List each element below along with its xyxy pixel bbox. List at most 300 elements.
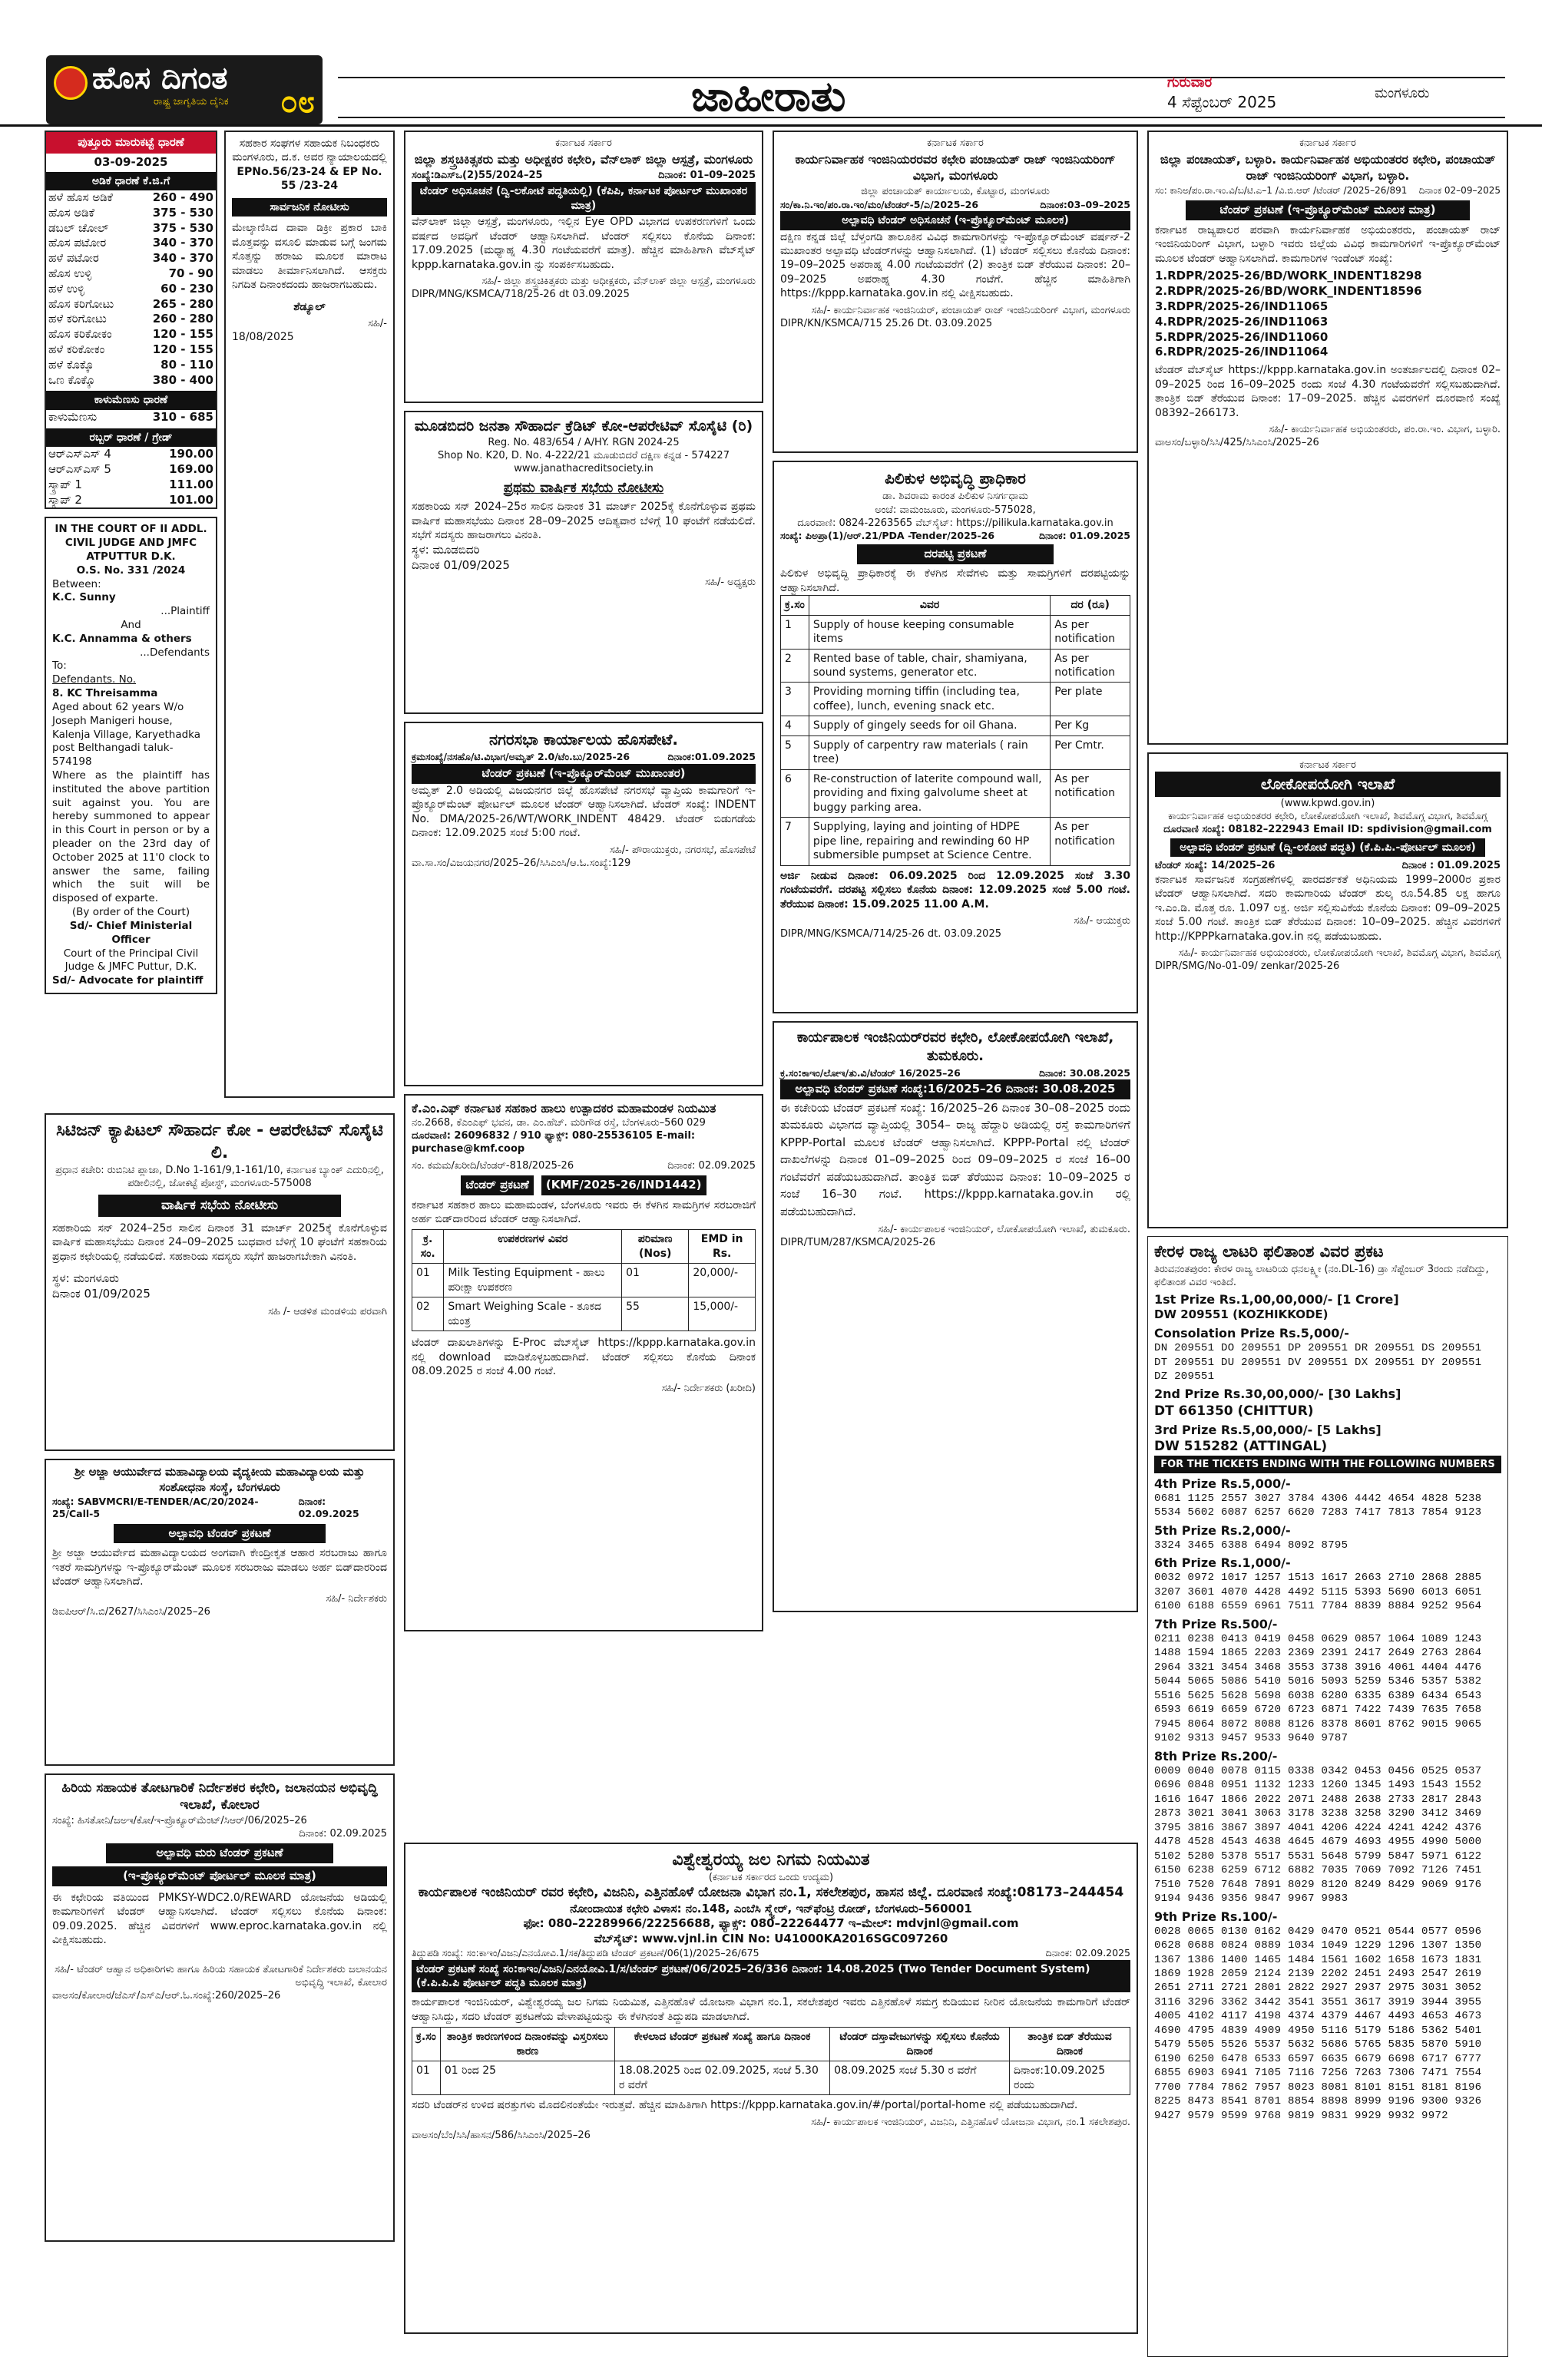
pilikula-item: Supply of carpentry raw materials ( rain tree): [809, 735, 1050, 769]
column-1-lower: [45, 1113, 395, 2249]
kmf-addr: ನಂ.2668, ಕೆಎಂಎಫ್ ಭವನ, ಡಾ. ಎಂ.ಹೆಚ್. ಮರಿಗೌಡ ರಸ್ತೆ, ಬೆಂಗಳೂರು–560 029: [412, 1117, 706, 1129]
pilikula-rate: Per Cmtr.: [1051, 735, 1130, 769]
kmf-notice-title: ಟೆಂಡರ್ ಪ್ರಕಟಣೆ: [461, 1175, 533, 1195]
lottery-prize-label: 9th Prize Rs.100/-: [1154, 1909, 1278, 1924]
table-row: [781, 615, 1130, 649]
ballari-gov: ಕರ್ನಾಟಕ ಸರ್ಕಾರ: [1299, 137, 1356, 149]
market-item-value: 380 - 400: [152, 372, 213, 387]
pilikula-col-header: ದರ (ರೂ): [1051, 596, 1130, 615]
rubber-value: 190.00: [169, 447, 213, 461]
vjnl-cell: 01: [412, 2061, 441, 2095]
market-date: 03-09-2025: [94, 154, 168, 169]
table-row: [781, 735, 1130, 769]
market-item-value: 260 - 280: [152, 312, 213, 326]
pepper-name: ಕಾಳುಮೆಣಸು: [48, 409, 98, 424]
pwd-ref: ಟೆಂಡರ್ ಸಂಖ್ಯೆ: 14/2025–26: [1155, 860, 1276, 872]
lottery-second-no: DT 661350 (CHITTUR): [1154, 1403, 1314, 1419]
court-case: O.S. No. 331 /2024: [76, 564, 186, 577]
kmf-qty: 01: [622, 1264, 689, 1297]
court-title: IN THE COURT OF II ADDL. CIVIL JUDGE AND JMFC ATPUTTUR D.K.: [55, 523, 207, 563]
vjnl-table: [412, 2027, 1130, 2095]
market-item-value: 265 - 280: [152, 296, 213, 311]
column-2: [404, 131, 763, 1639]
kmf-date: ದಿನಾಂಕ: 02.09.2025: [667, 1159, 756, 1172]
moodbidri-reg: Reg. No. 483/654 / A/HY. RGN 2024-25: [488, 437, 680, 449]
market-row: [46, 251, 216, 266]
market-row: [46, 221, 216, 236]
kmf-qty: 55: [622, 1297, 689, 1331]
coop-head: ಸಹಕಾರ ಸಂಘಗಳ ಸಹಾಯಕ ನಿಬಂಧಕರು ಮಂಗಳೂರು, ದ.ಕ. ಅವರ ನ್ಯಾಯಾಲಯದಲ್ಲಿ: [232, 137, 387, 164]
pilikula-notice: [773, 461, 1138, 1013]
coop-eps: EPNo.56/23-24 & EP No. 55 /23-24: [237, 165, 382, 193]
court-sign2: Court of the Principal Civil Judge & JMFC Puttur, D.K.: [63, 947, 199, 973]
pilikula-rate: Per plate: [1051, 683, 1130, 716]
tumakuru-date: ದಿನಾಂಕ: 30.08.2025: [1038, 1066, 1130, 1079]
column-1: [45, 131, 217, 1002]
pilikula-body: ಪಿಲಿಕುಳ ಅಭಿವೃದ್ಧಿ ಪ್ರಾಧಿಕಾರಕ್ಕೆ ಈ ಕೆಳಗಿನ ಸೇವೆಗಳು ಮತ್ತು ಸಾಮಗ್ರಿಗಳಿಗೆ ದರಪಟ್ಟಿಯನ್ನು ಆಹ್ವಾನಿಸಲಾಗಿದೆ.: [780, 567, 1130, 594]
rubber-value: 111.00: [169, 477, 213, 491]
city: ಮಂಗಳೂರು: [1375, 85, 1430, 101]
pilikula-notice-title: ದರಪಟ್ಟಿ ಪ್ರಕಟಣೆ: [857, 544, 1054, 564]
market-row: [46, 297, 216, 312]
vjnl-sign: ಸಹಿ/- ಕಾರ್ಯಪಾಲಕ ಇಂಜಿನಿಯರ್, ವಿಜನಿನಿ, ಎತ್ತಿನಹೊಳೆ ಯೋಜನಾ ವಿಭಾಗ, ನಂ.1 ಸಕಲೇಶಪುರ.: [811, 2116, 1130, 2128]
kottur-foot: DIPR/KN/KSMCA/715 25.26 Dt. 03.09.2025: [780, 318, 993, 329]
table-row: [781, 818, 1130, 865]
citizen-sign: ಸಹಿ /- ಆಡಳಿತ ಮಂಡಳಿಯ ಪರವಾಗಿ: [268, 1305, 387, 1317]
ayur-foot: ಡಿಐಪಿಆರ್/ಸಿ.ಬಿ/2627/ಸಿಸಿಎಂಸಿ/2025–26: [52, 1605, 210, 1618]
vjnl-web: ವೆಬ್‌ಸೈಟ್: www.vjnl.in CIN No: U41000KA2016SGC097260: [594, 1932, 948, 1946]
lottery-first-no: DW 209551 (KOZHIKKODE): [1154, 1307, 1329, 1322]
vjnl-cell: ಕ್ರ.ಸಂ: [412, 2028, 441, 2061]
kmf-notice: [404, 1094, 763, 1631]
market-item-name: ಡಬಲ್ ಚೋಲ್: [48, 220, 109, 235]
pilikula-sl: 2: [781, 649, 809, 683]
pilikula-rate: As per notification: [1051, 649, 1130, 683]
coop-date: 18/08/2025: [232, 331, 294, 344]
market-row: [46, 236, 216, 251]
market-item-name: ಹೊಸ ಕರಿಗೋಟು: [48, 296, 114, 311]
pilikula-sl: 4: [781, 716, 809, 735]
lottery-endings: FOR THE TICKETS ENDING WITH THE FOLLOWING NUMBERS: [1154, 1456, 1501, 1473]
ballari-indents: [1155, 269, 1501, 360]
lottery-cons: Consolation Prize Rs.5,000/-: [1154, 1325, 1349, 1340]
kolar-date: ದಿನಾಂಕ: 02.09.2025: [299, 1828, 387, 1840]
vjnl-cell: ತಾಂತ್ರಿಕ ಕಾರಣಗಳಿಂದ ದಿನಾಂಕವನ್ನು ವಿಸ್ತರಿಸಲು ಕಾರಣ: [440, 2028, 614, 2061]
vjnl-sub: (ಕರ್ನಾಟಕ ಸರ್ಕಾರದ ಒಂದು ಉದ್ಯಮ): [708, 1872, 834, 1884]
ballari-indent-item: 4.RDPR/2025-26/IND11063: [1155, 314, 1329, 329]
ballari-body: ಕರ್ನಾಟಕ ರಾಜ್ಯಪಾಲರ ಪರವಾಗಿ ಕಾರ್ಯನಿರ್ವಾಹಕ ಅಭಿಯಂತರರು, ಪಂಚಾಯತ್ ರಾಜ್ ಇಂಜಿನಿಯರಿಂಗ್ ವಿಭಾಗ, ಬಳ್ಳಾರಿ ಇವರು ಜಿಲ್ಲೆಯ ವಿವಿಧ ಕಾಮಗಾರಿಗಳಿಗೆ ಇ-ಪ್ರೊಕ್ಯೂರ್‌ಮೆಂಟ್ ಮೂಲಕ ಟೆಂಡರ್ ಆಹ್ವಾನಿಸಲಾಗಿದೆ. ಕಾಮಗಾರಿಗಳ ಇಂಡೆಂಟ್ ಸಂಖ್ಯೆ:: [1155, 224, 1501, 265]
market-item-name: ಹೊಸ ಕರಿಕೋಕಂ: [48, 327, 112, 342]
paper-logo: [46, 55, 323, 124]
vjnl-phone: ಫೋ: 080–22289966/22256688, ಫ್ಯಾಕ್ಸ್: 080–22264477 ಇ–ಮೇಲ್: mdvjnl@gmail.com: [523, 1916, 1019, 1931]
lottery-prize-numbers: 0009 0040 0078 0115 0338 0342 0453 0456 0525 0537 0696 0848 0951 1132 1233 1260 1345 1493 1543 1552 1616 1647 1866 2022 2071 2488 2638 2733 2817 2843 2873 3021 3041 3063 3178 3238 3258 3290 3412 3469 3795 3816 3867 3897 4041 4206 4224 4241 4242 4376 4478 4528 4543 4638 4645 4679 4693 4955 4990 5000 5102 5280 5378 5517 5531 5648 5799 5847 5971 6122 6150 6238 6259 6712 6882 7035 7069 7092 7126 7451 7510 7520 7648 7891 8029 8120 8249 8429 9069 9176 9194 9436 9356 9847 9967 9983: [1154, 1764, 1482, 1906]
market-row: [46, 373, 216, 388]
kmf-emd: 20,000/-: [689, 1264, 756, 1297]
citizen-addr: ಪ್ರಧಾನ ಕಚೇರಿ: ರುಬಿನಿಟಿ ಪ್ಲಾಜಾ, D.No 1-161/9,1-161/10, ಕರ್ನಾಟಕ ಬ್ಯಾಂಕ್ ಎದುರಿನಲ್ಲಿ, ಪಡೀಲಿನಲ್ಲಿ, ಜೋಕಟ್ಟೆ ಪೋಸ್ಟ್, ಮಂಗಳೂರು-575008: [55, 1165, 384, 1190]
pwd-body: ಕರ್ನಾಟಕ ಸಾರ್ವಜನಿಕ ಸಂಗ್ರಹಣೆಗಳಲ್ಲಿ ಪಾರದರ್ಶಕತೆ ಅಧಿನಿಯಮ 1999–2000ರ ಪ್ರಕಾರ ಟೆಂಡರ್ ಆಹ್ವಾನಿಸಲಾಗಿದೆ. ಸದರಿ ಕಾಮಗಾರಿಯ ಟೆಂಡರ್ ಶುಲ್ಕ ರೂ.54.85 ಲಕ್ಷ ಹಾಗೂ ಇ.ಎಂ.ಡಿ. ಮೊತ್ತ ರೂ. 1.097 ಲಕ್ಷ. ಅರ್ಜಿ ಸಲ್ಲಿಸುವಿಕೆಯ ಕೊನೆಯ ದಿನಾಂಕ: 09–09–2025 ಸಂಜೆ 5.00 ಗಂಟೆ. ತಾಂತ್ರಿಕ ಬಿಡ್ ತೆರೆಯುವ ದಿನಾಂಕ: 10–09–2025. ಹೆಚ್ಚಿನ ವಿವರಗಳಿಗೆ http://KPPPkarnataka.gov.in ನಲ್ಲಿ ಪಡೆಯಬಹುದು.: [1155, 873, 1501, 943]
lottery-second: 2nd Prize Rs.30,00,000/- [30 Lakhs]: [1154, 1387, 1401, 1402]
pilikula-sub: ಡಾ. ಶಿವರಾಮ ಕಾರಂತ ಪಿಲಿಕುಳ ನಿಸರ್ಗಧಾಮ: [882, 491, 1028, 503]
ballari-indent-item: 3.RDPR/2025-26/IND11065: [1155, 299, 1329, 313]
tumakuru-notice-title: ಅಲ್ಪಾವಧಿ ಟೆಂಡರ್ ಪ್ರಕಟಣೆ ಸಂಖ್ಯೆ:16/2025–26 ದಿನಾಂಕ: 30.08.2025: [780, 1079, 1130, 1099]
rubber-row: [46, 447, 216, 462]
vjnl-notice-title: ಟೆಂಡರ್ ಪ್ರಕಟಣೆ ಸಂಖ್ಯೆ ಸಂ:ಕಾಇಂ/ವಿಜನಿ/ಎನಯೋವಿ.1/ಸ/ಟೆಂಡರ್ ಪ್ರಕಟಣೆ/06/2025–26/336 ದಿನಾಂಕ: 14.08.2025 (Two Tender Document System) (ಕೆ.ಪಿ.ಪಿ.ಪಿ ಪೋರ್ಟಲ್ ಪದ್ಧತಿ ಮೂಲಕ ಮಾತ್ರ): [412, 1960, 1130, 1993]
table-row: [412, 2028, 1130, 2061]
kmf-ref: ಸಂ. ಕಮಮ/ಖರೀದಿ/ಟೆಂಡರ್-818/2025-26: [412, 1159, 574, 1172]
pilikula-sl: 3: [781, 683, 809, 716]
pilikula-date: ದಿನಾಂಕ: 01.09.2025: [1038, 529, 1130, 541]
masthead-rule: [338, 77, 1505, 118]
kmf-body: ಕರ್ನಾಟಕ ಸಹಕಾರ ಹಾಲು ಮಹಾಮಂಡಳ, ಬೆಂಗಳೂರು ಇವರು ಈ ಕೆಳಗಿನ ಸಾಮಗ್ರಿಗಳ ಸರಬರಾಜಿಗೆ ಅರ್ಹ ಬಿಡ್‌ದಾರರಿಂದ ಟೆಂಡರ್ ಆಹ್ವಾನಿಸಲಾಗಿದೆ.: [412, 1198, 756, 1225]
citizen-place: ಸ್ಥಳ: ಮಂಗಳೂರು: [52, 1271, 119, 1286]
pwd-notice-title: ಅಲ್ಪಾವಧಿ ಟೆಂಡರ್ ಪ್ರಕಟಣೆ (ದ್ವಿ-ಲಕೋಟೆ ಪದ್ಧತಿ) (ಕೆ.ಪಿ.ಪಿ.-ಪೋರ್ಟಲ್ ಮೂಲಕ): [1170, 838, 1485, 857]
kottur-sub: ಜಿಲ್ಲಾ ಪಂಚಾಯತ್ ಕಾರ್ಯಾಲಯ, ಕೊಟ್ಟಾರ, ಮಂಗಳೂರು: [861, 186, 1050, 198]
coop-title: ಸಾರ್ವಜನಿಕ ನೋಟೀಸು: [232, 198, 387, 217]
market-item-value: 120 - 155: [152, 342, 213, 357]
market-item-value: 375 - 530: [152, 220, 213, 235]
kmf-col-header: ಉಪಕರಣಗಳ ವಿವರ: [444, 1230, 622, 1264]
pilikula-col-header: ಕ್ರ.ಸಂ: [781, 596, 809, 615]
lottery-sub: ತಿರುವನಂತಪುರಂ: ಕೇರಳ ರಾಜ್ಯ ಲಾಟರಿಯ ಧನಲಕ್ಷ್ಮೀ (ನಂ.DL-16) ಡ್ರಾ ಸೆಪ್ಟೆಂಬರ್ 3ರಂದು ನಡೆದಿದ್ದು, ಫಲಿತಾಂಶ ವಿವರ ಇಂತಿದೆ.: [1154, 1263, 1489, 1288]
moodbidri-date: ದಿನಾಂಕ 01/09/2025: [412, 557, 510, 572]
vjnl-body: ಕಾರ್ಯಪಾಲಕ ಇಂಜಿನಿಯರ್, ವಿಶ್ವೇಶ್ವರಯ್ಯ ಜಲ ನಿಗಮ ನಿಯಮಿತ, ಎತ್ತಿನಹೊಳೆ ಯೋಜನಾ ವಿಭಾಗ ನಂ.1, ಸಕಲೇಶಪುರ ಇವರು ಎತ್ತಿನಹೊಳೆ ಸಮಗ್ರ ಕುಡಿಯುವ ನೀರಿನ ಯೋಜನೆಯ ಕಾಮಗಾರಿಗೆ ಟೆಂಡರ್ ಆಹ್ವಾನಿಸಿದ್ದು, ಸದರಿ ಟೆಂಡರ್ ಪ್ರಕಟಣೆಯ ವೇಳಾಪಟ್ಟಿಯನ್ನು ಈ ಕೆಳಗಿನಂತೆ ತಿದ್ದುಪಡಿ ಮಾಡಲಾಗಿದೆ.: [412, 1996, 1130, 2023]
citizen-body: ಸಹಕಾರಿಯ ಸನ್ 2024–25ರ ಸಾಲಿನ ದಿನಾಂಕ 31 ಮಾರ್ಚ್ 2025ಕ್ಕೆ ಕೊನೆಗೊಳ್ಳುವ ವಾರ್ಷಿಕ ಮಹಾಸಭೆಯು ದಿನಾಂಕ 24–09–2025 ಬುಧವಾರ ಬೆಳಿಗ್ಗೆ 10 ಘಂಟೆಗೆ ಸಹಕಾರಿಯ ಪ್ರಧಾನ ಕಛೇರಿಯಲ್ಲಿ ನಡೆಯಲಿದೆ. ಸಹಕಾರಿಯ ಸದಸ್ಯರು ಸಭೆಗೆ ಹಾಜರಾಗಬೇಕಾಗಿ ವಿನಂತಿ.: [52, 1221, 387, 1263]
pepper-title: ಕಾಳುಮೆಣಸು ಧಾರಣೆ: [46, 391, 216, 409]
pilikula-addr: ಅಂಚೆ: ವಾಮಂಜೂರು, ಮಂಗಳೂರು-575028,: [875, 504, 1036, 516]
lottery-third-no: DW 515282 (ATTINGAL): [1154, 1439, 1328, 1455]
pilikula-rate: Per Kg: [1051, 716, 1130, 735]
ayur-ref: ಸಂಖ್ಯೆ: SABVMCRI/E-TENDER/AC/20/2024-25/Call-5: [52, 1495, 259, 1520]
hosapete-foot: ವಾ.ಸಾ.ಸಂ/ವಿಜಯನಗರ/2025–26/ಸಿಸಿಎಂಸಿ/ಆ.ಓ.ಸಂಖ್ಯೆ:129: [412, 857, 631, 869]
pepper-value: 310 - 685: [152, 409, 213, 424]
kolar-sign: ಸಹಿ/- ಟೆಂಡರ್ ಆಹ್ವಾನ ಅಧಿಕಾರಿಗಳು ಹಾಗೂ ಹಿರಿಯ ಸಹಾಯಕ ತೋಟಗಾರಿಕೆ ನಿರ್ದೇಶಕರು ಜಲಾನಯನ ಅಭಿವೃದ್ಧಿ ಇಲಾಖೆ, ಕೋಲಾರ: [55, 1963, 387, 1988]
tumakuru-notice: [773, 1021, 1138, 1612]
moodbidri-addr: Shop No. K20, D. No. 4-222/21 ಮೂಡುಬಿದರೆ ದಕ್ಷಿಣ ಕನ್ನಡ - 574227: [438, 450, 730, 462]
kmf-sl: 02: [412, 1297, 444, 1331]
masthead: [0, 0, 1542, 127]
court-def-details: Aged about 62 years W/o Joseph Manigeri house, Kalenja Village, Karyethadka post Belthangadi taluk-574198: [52, 700, 201, 769]
market-table: [46, 190, 216, 388]
column-1b: [224, 131, 395, 1106]
wenlock-foot: DIPR/MNG/KSMCA/718/25-26 dt 03.09.2025: [412, 289, 630, 301]
pilikula-item: Supplying, laying and jointing of HDPE pipe line, repairing and rewinding 60 HP submersible pumpset at Science Centre.: [809, 818, 1050, 865]
wenlock-notice-title: ಟೆಂಡರ್ ಅಧಿಸೂಚನೆ (ದ್ವಿ-ಲಕೋಟೆ ಪದ್ಧತಿಯಲ್ಲಿ) (ಕೆಪಿಪಿ, ಕರ್ನಾಟಕ ಪೋರ್ಟಲ್ ಮುಖಾಂತರ ಮಾತ್ರ): [412, 182, 756, 215]
lottery-prize-numbers: 0028 0065 0130 0162 0429 0470 0521 0544 0577 0596 0628 0688 0824 0889 1034 1049 1229 1296 1307 1350 1367 1386 1400 1465 1484 1561 1602 1658 1673 1831 1869 1928 2059 2124 2139 2202 2451 2493 2547 2619 2651 2711 2721 2801 2822 2927 2937 2975 3031 3052 3116 3296 3362 3442 3541 3551 3617 3919 3944 3955 4005 4102 4117 4198 4374 4379 4467 4493 4653 4673 4690 4795 4839 4909 4950 5116 5179 5186 5362 5401 5479 5505 5526 5537 5632 5686 5765 5835 5870 5910 6190 6250 6478 6533 6597 6635 6679 6698 6717 6777 6855 6903 6941 7105 7116 7256 7263 7306 7471 7554 7700 7784 7862 7957 8023 8081 8101 8151 8181 8196 8225 8473 8541 8701 8854 8898 8999 9196 9300 9326 9427 9579 9599 9768 9819 9831 9929 9932 9972: [1154, 1925, 1482, 2122]
vjnl-reg-office: ನೋಂದಾಯಿತ ಕಛೇರಿ ವಿಳಾಸ: ನಂ.148, ಎಂಬೆಸಿ ಸ್ಕ್ವೇರ್, ಇನ್‌ಫೆಂಟ್ರಿ ರೋಡ್, ಬೆಂಗಳೂರು–560001: [570, 1901, 972, 1916]
pilikula-sl: 5: [781, 735, 809, 769]
court-defendant-role: ...Defendants: [140, 646, 210, 659]
market-item-name: ಹಳೆ ಉಳ್ಳಿ: [48, 281, 84, 296]
lottery-prize-numbers: 0032 0972 1017 1257 1513 1617 2663 2710 2868 2885 3207 3601 4070 4428 4492 5115 5393 5690 6013 6051 6100 6188 6559 6961 7511 7784 8839 8884 9252 9564: [1154, 1572, 1482, 1613]
citizen-notice: [45, 1113, 395, 1451]
pwd-sub: ಕಾರ್ಯನಿರ್ವಾಹಕ ಅಭಿಯಂತರರ ಕಛೇರಿ, ಲೋಕೋಪಯೋಗಿ ಇಲಾಖೆ, ಶಿವಮೊಗ್ಗ ವಿಭಾಗ, ಶಿವಮೊಗ್ಗ: [1168, 810, 1487, 822]
lottery-prize-label: 4th Prize Rs.5,000/-: [1154, 1476, 1291, 1491]
date-block: [1167, 74, 1276, 112]
ballari-indent-item: 2.RDPR/2025-26/BD/WORK_INDENT18596: [1155, 284, 1422, 299]
court-order: (By order of the Court): [71, 906, 190, 919]
court-def-name: 8. KC Threisamma: [52, 687, 158, 700]
court-body: Where as the plaintiff has instituted the above partition suit against you. You are hereby summoned to appear in this Court in person or by a pleader on the 23rd day of October 2025 at 11'0 clock to answer the same, failing which the suit will be disposed of exparte.: [52, 769, 210, 905]
vjnl-foot: ವಾಅಸಂ/ಬೆಂ/ಸಿಸಿ/ಹಾಸನ/586/ಸಿಸಿಎಂಸಿ/2025–26: [412, 2129, 591, 2141]
kolar-ref: ಸಂಖ್ಯೆ: ಹಿಸತೋನಿ/ಜಅಇ/ಕೋ/ಇ-ಪ್ರೊಕ್ಯೂರ್‌ಮೆಂಟ್/ಸಿಆರ್/06/2025–26: [52, 1814, 307, 1826]
table-row: [412, 1297, 756, 1331]
pilikula-phone: ದೂರವಾಣಿ: 0824-2263565 ವೆಬ್‌ಸೈಟ್: https://pilikula.karnataka.gov.in: [797, 517, 1113, 529]
kmf-body2: ಟೆಂಡರ್ ದಾಖಲಾತಿಗಳನ್ನು E-Proc ವೆಬ್‌ಸೈಟ್ https://kppp.karnataka.gov.in ನಲ್ಲಿ download ಮಾಡಿಕೊಳ್ಳಬಹುದಾಗಿದೆ. ಟೆಂಡರ್ ಸಲ್ಲಿಸಲು ಕೊನೆಯ ದಿನಾಂಕ 08.09.2025 ರ ಸಂಜೆ 4.00 ಗಂಟೆ.: [412, 1337, 756, 1378]
market-item-value: 120 - 155: [152, 327, 213, 342]
coop-schedule: ಶೆಡ್ಯೂಲ್: [293, 300, 326, 313]
pilikula-col-header: ವಿವರ: [809, 596, 1050, 615]
court-notice: [45, 517, 217, 994]
rubber-row: [46, 478, 216, 493]
rubber-grade: ಆರ್‌ಎಸ್‌ಎಸ್ 4: [48, 447, 111, 461]
lottery-prize-label: 8th Prize Rs.200/-: [1154, 1748, 1278, 1764]
market-item-name: ಹಳೆ ಕರಿಕೋಕಂ: [48, 342, 105, 357]
court-between: Between:: [52, 577, 101, 590]
market-item-value: 340 - 370: [152, 251, 213, 266]
wenlock-title: ಜಿಲ್ಲಾ ಶಸ್ತ್ರಚಿಕಿತ್ಸಕರು ಮತ್ತು ಅಧೀಕ್ಷಕರ ಕಛೇರಿ, ವೆನ್‌ಲಾಕ್ ಜಿಲ್ಲಾ ಆಸ್ಪತ್ರೆ, ಮಂಗಳೂರು: [414, 152, 753, 167]
vjnl-title: ವಿಶ್ವೇಶ್ವರಯ್ಯ ಜಲ ನಿಗಮ ನಿಯಮಿತ: [672, 1850, 870, 1869]
pilikula-table: [780, 595, 1130, 866]
pwd-sign: ಸಹಿ/- ಕಾರ್ಯನಿರ್ವಾಹಕ ಅಭಿಯಂತರರು, ಲೋಕೋಪಯೋಗಿ ಇಲಾಖೆ, ಶಿವಮೊಗ್ಗ ವಿಭಾಗ, ಶಿವಮೊಗ್ಗ: [1178, 947, 1501, 959]
hosapete-title: ನಗರಸಭಾ ಕಾರ್ಯಾಲಯ ಹೊಸಪೇಟೆ.: [489, 730, 678, 749]
pilikula-sign: ಸಹಿ/- ಆಯುಕ್ತರು: [1074, 915, 1130, 927]
ballari-sign: ಸಹಿ/- ಕಾರ್ಯನಿರ್ವಾಹಕ ಅಭಿಯಂತರರು, ಪಂ.ರಾ.ಇಂ. ವಿಭಾಗ, ಬಳ್ಳಾರಿ.: [1269, 424, 1501, 436]
hosapete-date: ದಿನಾಂಕ:01.09.2025: [667, 751, 756, 763]
market-row: [46, 206, 216, 221]
paper-name: ಹೊಸ ದಿಗಂತ: [92, 60, 228, 96]
court-to: To:: [52, 659, 67, 673]
market-row: [46, 312, 216, 327]
tumakuru-body: ಈ ಕಚೇರಿಯ ಟೆಂಡರ್ ಪ್ರಕಟಣೆ ಸಂಖ್ಯೆ: 16/2025–26 ದಿನಾಂಕ 30–08–2025 ರಂದು ತುಮಕೂರು ವಿಭಾಗದ ವ್ಯಾಪ್ತಿಯಲ್ಲಿ 3054– ರಾಜ್ಯ ಹೆದ್ದಾರಿ ಅಡಿಯಲ್ಲಿ ರಸ್ತೆ ಕಾಮಗಾರಿಗಳಿಗೆ KPPP-Portal ಮೂಲಕ ಟೆಂಡರ್ ಆಹ್ವಾನಿಸಲಾಗಿದೆ. KPPP-Portal ನಲ್ಲಿ ಟೆಂಡರ್ ದಾಖಲೆಗಳನ್ನು ದಿನಾಂಕ 01–09–2025 ರಿಂದ 09–09–2025 ರ ಸಂಜೆ 16–00 ಗಂಟೆವರೆಗೆ ಪಡೆಯಬಹುದಾಗಿದೆ. ತಾಂತ್ರಿಕ ಬಿಡ್ ತೆರೆಯುವ ದಿನಾಂಕ: 10–09–2025 ರ ಸಂಜೆ 16–30 ಗಂಟೆ. https://kppp.karnataka.gov.in ರಲ್ಲಿ ಪಡೆಯಬಹುದಾಗಿದೆ.: [780, 1100, 1130, 1218]
lottery-third: 3rd Prize Rs.5,00,000/- [5 Lakhs]: [1154, 1423, 1382, 1437]
moodbidri-notice: [404, 411, 763, 714]
kottur-ref: ಸಂ/ಕಾ.ನಿ.ಇಂ/ಪಂ.ರಾ.ಇಂ/ಮಂ/ಟೆಂಡರ್-5/ಎ/2025–26: [780, 198, 979, 210]
kottur-date: ದಿನಾಂಕ:03–09–2025: [1040, 198, 1130, 210]
market-row: [46, 358, 216, 373]
kottur-notice: [773, 131, 1138, 453]
rubber-grade: ಸ್ಕ್ರಾಪ್ 1: [48, 477, 82, 491]
table-row: [781, 769, 1130, 817]
ayur-body: ಶ್ರೀ ಅಜ್ಜಾ ಆಯುರ್ವೇದ ಮಹಾವಿದ್ಯಾಲಯದ ಅಂಗವಾಗಿ ಕೇಂದ್ರೀಕೃತ ಆಹಾರ ಸರಬರಾಜು ಹಾಗೂ ಇತರೆ ಸಾಮಗ್ರಿಗಳನ್ನು ಇ-ಪ್ರೊಕ್ಯೂರ್‌ಮೆಂಟ್ ಮೂಲಕ ಸರಬರಾಜು ಮಾಡಲು ಅರ್ಹ ಬಿಡ್‌ದಾರರಿಂದ ಟೆಂಡರ್ ಆಹ್ವಾನಿಸಲಾಗಿದೆ.: [52, 1547, 387, 1588]
pilikula-rate: As per notification: [1051, 769, 1130, 817]
kolar-notice: [45, 1773, 395, 2242]
vjnl-notice: [404, 1843, 1138, 2334]
kmf-col-header: ಪರಿಮಾಣ (Nos): [622, 1230, 689, 1264]
pilikula-item: Providing morning tiffin (including tea, coffee), lunch, evening snack etc.: [809, 683, 1050, 716]
wenlock-notice: [404, 131, 763, 403]
vjnl-ref: ತಿದ್ದುಪಡಿ ಸಂಖ್ಯೆ: ಸಂ:ಕಾಇಂ/ವಿಜನಿ/ಎನಯೋವಿ.1/ಸಕ/ತಿದ್ದುಪಡಿ ಟೆಂಡರ್ ಪ್ರಕಟಣೆ/06(1)/2025–26/675: [412, 1947, 759, 1959]
rubber-grade: ಸ್ಕ್ರಾಪ್ 2: [48, 492, 82, 507]
rubber-value: 101.00: [169, 492, 213, 507]
lottery-prize-numbers: 0211 0238 0413 0419 0458 0629 0857 1064 1089 1243 1488 1594 1865 2203 2369 2391 2417 2649 2763 2864 2964 3321 3454 3468 3553 3738 3916 4061 4404 4476 5044 5065 5086 5410 5016 5093 5259 5346 5357 5382 5516 5625 5628 5698 6038 6280 6335 6389 6434 6543 6593 6619 6659 6720 6723 6871 7422 7439 7635 7658 7945 8064 8072 8088 8126 8378 8601 8762 9015 9065 9102 9313 9457 9533 9640 9787: [1154, 1632, 1482, 1745]
kmf-table: [412, 1229, 756, 1331]
ballari-date: ದಿನಾಂಕ 02–09–2025: [1418, 185, 1501, 197]
market-item-value: 60 - 230: [160, 281, 213, 296]
kottur-body: ದಕ್ಷಿಣ ಕನ್ನಡ ಜಿಲ್ಲೆ ಬೆಳ್ತಂಗಡಿ ತಾಲೂಕಿನ ವಿವಿಧ ಕಾಮಗಾರಿಗಳನ್ನು ಇ-ಪ್ರೊಕ್ಯೂರ್‌ಮೆಂಟ್ ವರ್ಷನ್-2 ಮುಖಾಂತರ ಅಲ್ಪಾವಧಿ ಟೆಂಡರ್‌ಗಳನ್ನು ಆಹ್ವಾನಿಸಲಾಗಿದೆ. (1) ಟೆಂಡರ್ ಸಲ್ಲಿಸಲು ಕೊನೆಯ ದಿನಾಂಕ: 19–09–2025 ಅಪರಾಹ್ನ 4.00 ಗಂಟೆಯವರೆಗೆ (2) ತಾಂತ್ರಿಕ ಬಿಡ್ ತೆರೆಯುವ ದಿನಾಂಕ: 20–09–2025 ಅಪರಾಹ್ನ 4.30 ಗಂಟೆಗೆ. ಹೆಚ್ಚಿನ ಮಾಹಿತಿಗಾಗಿ https://kppp.karnataka.gov.in ನಲ್ಲಿ ವೀಕ್ಷಿಸಬಹುದು.: [780, 230, 1130, 300]
pwd-notice: [1147, 752, 1508, 1228]
pwd-foot: DIPR/SMG/No-01-09/ zenkar/2025-26: [1155, 960, 1340, 973]
vjnl-cell: 18.08.2025 ರಿಂದ 02.09.2025, ಸಂಜೆ 5.30 ರ ವರೆಗೆ: [614, 2061, 829, 2095]
market-item-name: ಹೊಸ ಪಟೋರ: [48, 236, 107, 250]
lottery-prize-numbers: 0681 1125 2557 3027 3784 4306 4442 4654 4828 5238 5534 5602 6087 6257 6620 7283 7417 7813 7854 9123: [1154, 1492, 1482, 1519]
ayur-notice-title: ಅಲ್ಪಾವಧಿ ಟೆಂಡರ್ ಪ್ರಕಟಣೆ: [114, 1524, 326, 1544]
kottur-title: ಕಾರ್ಯನಿರ್ವಾಹಕ ಇಂಜಿನಿಯರರವರ ಕಛೇರಿ ಪಂಚಾಯತ್ ರಾಜ್ ಇಂಜಿನಿಯರಿಂಗ್ ವಿಭಾಗ, ಮಂಗಳೂರು: [795, 152, 1116, 183]
rubber-value: 169.00: [169, 461, 213, 476]
market-item-name: ಹಳೆ ಹೊಸ ಅಡಿಕೆ: [48, 190, 113, 205]
court-and: And: [121, 619, 141, 632]
lottery-prizes: [1154, 1476, 1501, 2123]
moodbidri-notice-title: ಪ್ರಥಮ ವಾರ್ಷಿಕ ಸಭೆಯ ನೋಟೀಸು: [503, 479, 664, 496]
market-item-name: ಹೊಸ ಉಳ್ಳಿ: [48, 266, 92, 281]
wenlock-ref: ಸಂಖ್ಯೆ:ಡಿಎಸ್‌ಒ(2)55/2024–25: [412, 170, 543, 182]
vjnl-cell: 08.09.2025 ಸಂಜೆ 5.30 ರ ವರೆಗೆ: [830, 2061, 1010, 2095]
kmf-phone: ದೂರವಾಣಿ: 26096832 / 910 ಫ್ಯಾಕ್ಸ್: 080-25536105 E-mail: purchase@kmf.coop: [412, 1130, 696, 1155]
kottur-gov: ಕರ್ನಾಟಕ ಸರ್ಕಾರ: [927, 137, 984, 149]
vjnl-cell: ತಾಂತ್ರಿಕ ಬಿಡ್ ತೆರೆಯುವ ದಿನಾಂಕ: [1009, 2028, 1130, 2061]
pilikula-item: Supply of house keeping consumable items: [809, 615, 1050, 649]
market-subtitle: ಅಡಿಕೆ ಧಾರಣೆ ಕೆ.ಜಿ.ಗೆ: [46, 172, 216, 190]
vjnl-cell: ದಿನಾಂಕ:10.09.2025 ರಂದು: [1009, 2061, 1130, 2095]
coop-body: ಮೇಲ್ಕಾಣಿಸಿದ ದಾವಾ ಡಿಕ್ರೀ ಪ್ರಕಾರ ಬಾಕಿ ಮೊತ್ತವನ್ನು ವಸೂಲಿ ಮಾಡುವ ಬಗ್ಗೆ ಜಂಗಮ ಸೊತ್ತನ್ನು ಹರಾಜು ಮೂಲಕ ಮಾರಾಟ ಮಾಡಲು ತೀರ್ಮಾನಿಸಲಾಗಿದೆ. ಆಸಕ್ತರು ನಿಗದಿತ ದಿನಾಂಕದಂದು ಹಾಜರಾಗಬಹುದು.: [232, 222, 387, 292]
kmf-emd: 15,000/-: [689, 1297, 756, 1331]
moodbidri-body: ಸಹಕಾರಿಯ ಸನ್ 2024–25ರ ಸಾಲಿನ ದಿನಾಂಕ 31 ಮಾರ್ಚ್ 2025ಕ್ಕೆ ಕೊನೆಗೊಳ್ಳುವ ಪ್ರಥಮ ವಾರ್ಷಿಕ ಮಹಾಸಭೆಯು ದಿನಾಂಕ 28–09–2025 ಆದಿತ್ಯವಾರ ಬೆಳಿಗ್ಗೆ 10 ಘಂಟೆಗೆ ನಡೆಯಲಿದೆ. ಸಭೆಗೆ ಸದಸ್ಯರು ಹಾಜರಾಗಲು ವಿನಂತಿ.: [412, 501, 756, 542]
ayur-date: ದಿನಾಂಕ: 02.09.2025: [298, 1495, 359, 1520]
pilikula-sl: 7: [781, 818, 809, 865]
court-plaintiff-role: ...Plaintiff: [160, 605, 210, 618]
kolar-foot: ವಾಅಸಂ/ಕೋಲಾರ/ಜೆಎಸ್/ಎಸ್‌ಎ/ಆರ್.ಓ.ಸಂಖ್ಯೆ:260/2025–26: [52, 1989, 281, 2002]
kmf-item: Smart Weighing Scale - ತೂಕದ ಯಂತ್ರ: [444, 1297, 622, 1331]
market-item-name: ಹಳೆ ಪಟೋರ: [48, 251, 99, 266]
hosapete-notice: [404, 722, 763, 1086]
wenlock-date: ದಿನಾಂಕ: 01–09–2025: [658, 170, 756, 182]
market-row: [46, 266, 216, 282]
moodbidri-title: ಮೂಡಬಿದರಿ ಜನತಾ ಸೌಹಾರ್ದ ಕ್ರೆಡಿಟ್ ಕೋ-ಆಪರೇಟಿವ್ ಸೊಸೈಟಿ (ರಿ): [414, 418, 753, 435]
pilikula-ref: ಸಂಖ್ಯೆ: ಪಿಅಪ್ರಾ(1)/ಆರ್.21/PDA -Tender/2025-26: [780, 529, 995, 541]
vjnl-wrap: [404, 1843, 1138, 2342]
ballari-indent-item: 5.RDPR/2025-26/IND11060: [1155, 329, 1329, 344]
date: 4 ಸೆಪ್ಟೆಂಬರ್ 2025: [1167, 92, 1277, 111]
wenlock-gov: ಕರ್ನಾಟಕ ಸರ್ಕಾರ: [555, 137, 612, 149]
day: ಗುರುವಾರ: [1167, 74, 1213, 91]
kottur-sign: ಸಹಿ/- ಕಾರ್ಯನಿರ್ವಾಹಕ ಇಂಜಿನಿಯರ್, ಪಂಚಾಯತ್ ರಾಜ್ ಇಂಜಿನಿಯರಿಂಗ್ ವಿಭಾಗ, ಮಂಗಳೂರು: [811, 304, 1130, 316]
ballari-body2: ಟೆಂಡರ್ ವೆಬ್‌ಸೈಟ್ https://kppp.karnataka.gov.in ಅಂತರ್ಜಾಲದಲ್ಲಿ ದಿನಾಂಕ 02–09–2025 ರಿಂದ 16–09–2025 ರಂದು ಸಂಜೆ 4.30 ಗಂಟೆಯವರೆಗೆ ಸಲ್ಲಿಸಬಹುದಾಗಿದೆ. ತಾಂತ್ರಿಕ ಬಿಡ್ ತೆರೆಯುವ ದಿನಾಂಕ: 17–09–2025. ಹೆಚ್ಚಿನ ವಿವರಗಳಿಗೆ ದೂರವಾಣಿ ಸಂಖ್ಯೆ 08392–266173.: [1155, 364, 1501, 419]
ballari-notice-title: ಟೆಂಡರ್ ಪ್ರಕಟಣೆ (ಇ-ಪ್ರೊಕ್ಯೂರ್‌ಮೆಂಟ್ ಮೂಲಕ ಮಾತ್ರ): [1186, 200, 1470, 220]
market-row: [46, 342, 216, 358]
ayur-sign: ಸಹಿ/- ನಿರ್ದೇಶಕರು: [326, 1592, 387, 1605]
court-defendant: K.C. Annamma & others: [52, 632, 192, 645]
section-title: ಜಾಹೀರಾತು: [691, 71, 846, 121]
pilikula-rate: As per notification: [1051, 818, 1130, 865]
market-item-value: 340 - 370: [152, 236, 213, 250]
citizen-date: ದಿನಾಂಕ 01/09/2025: [52, 1287, 151, 1301]
rubber-grade: ಆರ್‌ಎಸ್‌ಎಸ್ 5: [48, 461, 111, 476]
ballari-foot: ವಾಅಸಂ/ಬಳ್ಳಾರಿ/ಸಿಸಿ/425/ಸಿಸಿಎಂಸಿ/2025–26: [1155, 437, 1319, 449]
pilikula-foot: DIPR/MNG/KSMCA/714/25-26 dt. 03.09.2025: [780, 928, 1001, 940]
pwd-date: ದಿನಾಂಕ : 01.09.2025: [1401, 860, 1501, 872]
pwd-web: (www.kpwd.gov.in): [1280, 797, 1375, 809]
column-4: [1147, 131, 1508, 2365]
court-defendants-no: Defendants. No.: [52, 673, 137, 686]
ballari-title: ಜಿಲ್ಲಾ ಪಂಚಾಯತ್, ಬಳ್ಳಾರಿ. ಕಾರ್ಯನಿರ್ವಾಹಕ ಅಭಿಯಂತರರ ಕಛೇರಿ, ಪಂಚಾಯತ್ ರಾಜ್ ಇಂಜಿನಿಯರಿಂಗ್ ವಿಭಾಗ, ಬಳ್ಳಾರಿ.: [1160, 152, 1496, 183]
market-item-name: ಹಳೆ ಕರಿಗೋಟು: [48, 312, 107, 326]
hosapete-body: ಅಮೃತ್ 2.0 ಅಡಿಯಲ್ಲಿ ವಿಜಯನಗರ ಜಿಲ್ಲೆ ಹೊಸಪೇಟೆ ನಗರಸಭೆ ವ್ಯಾಪ್ತಿಯ ಕಾಮಗಾರಿಗೆ ಇ-ಪ್ರೊಕ್ಯೂರ್‌ಮೆಂಟ್ ಪೋರ್ಟಲ್ ಮೂಲಕ ಟೆಂಡರ್ ಆಹ್ವಾನಿಸಲಾಗಿದೆ. ಟೆಂಡರ್ ಸಂಖ್ಯೆ: INDENT No. DMA/2025-26/WT/WORK_INDENT 48429. ಟೆಂಡರ್ ಬಿಡುಗಡೆಯ ದಿನಾಂಕ: 12.09.2025 ಸಂಜೆ 5:00 ಗಂಟೆ.: [412, 784, 756, 840]
ballari-indent-item: 6.RDPR/2025-26/IND11064: [1155, 345, 1329, 359]
table-row: [781, 649, 1130, 683]
market-item-value: 80 - 110: [160, 357, 213, 372]
market-item-value: 375 - 530: [152, 205, 213, 220]
lottery-prize-numbers: 3324 3465 6388 6494 8092 8795: [1154, 1539, 1348, 1552]
kmf-col-header: ಕ್ರ. ಸಂ.: [412, 1230, 444, 1264]
lottery-title: ಕೇರಳ ರಾಜ್ಯ ಲಾಟರಿ ಫಲಿತಾಂಶ ವಿವರ ಪ್ರಕಟ: [1154, 1242, 1384, 1261]
market-item-name: ಹೊಸ ಅಡಿಕೆ: [48, 205, 94, 220]
lottery-prize-label: 7th Prize Rs.500/-: [1154, 1616, 1278, 1631]
court-plaintiff: K.C. Sunny: [52, 591, 116, 604]
column-3: [773, 131, 1138, 1620]
coop-sign: ಸಹಿ/-: [368, 318, 387, 330]
hosapete-sign: ಸಹಿ/- ಪೌರಾಯುಕ್ತರು, ನಗರಸಭೆ, ಹೊಸಪೇಟೆ: [609, 844, 756, 856]
pwd-phone: ದೂರವಾಣಿ ಸಂಖ್ಯೆ: 08182–222943 Email ID: spdivision@gmail.com: [1163, 823, 1492, 835]
vjnl-cell: ಟೆಂಡರ್ ದಸ್ತಾವೇಜುಗಳನ್ನು ಸಲ್ಲಿಸಲು ಕೊನೆಯ ದಿನಾಂಕ: [830, 2028, 1010, 2061]
vjnl-body2: ಸದರಿ ಟೆಂಡರ್‌ನ ಉಳಿದ ಷರತ್ತುಗಳು ಮೊದಲಿನಂತೆಯೇ ಇರುತ್ತವೆ. ಹೆಚ್ಚಿನ ಮಾಹಿತಿಗಾಗಿ https://kppp.karnataka.gov.in/#/portal/portal-home ನಲ್ಲಿ ಪಡೆಯಬಹುದಾಗಿದೆ.: [412, 2099, 1078, 2112]
citizen-notice-title: ವಾರ್ಷಿಕ ಸಭೆಯ ನೋಟೀಸು: [98, 1195, 341, 1216]
wenlock-sign: ಸಹಿ/- ಜಿಲ್ಲಾ ಶಸ್ತ್ರಚಿಕಿತ್ಸಕರು ಮತ್ತು ಅಧೀಕ್ಷಕರು, ವೆನ್‌ಲಾಕ್ ಜಿಲ್ಲಾ ಆಸ್ಪತ್ರೆ, ಮಂಗಳೂರು: [481, 276, 756, 288]
paper-tagline: ರಾಷ್ಟ್ರ ಜಾಗೃತಿಯ ದೈನಿಕ: [154, 96, 229, 107]
vjnl-date: ದಿನಾಂಕ: 02.09.2025: [1045, 1947, 1130, 1959]
ballari-ref: ಸಂ: ಕಾನಿಅ/ಪಂ.ರಾ.ಇಂ.ವಿ/ಬ/ಟಿ.ಎ–1 /ವಿ.ಬಿ.ಆರ್ /ಟೆಂಡರ್ /2025–26/891: [1155, 185, 1408, 197]
lottery-first: 1st Prize Rs.1,00,00,000/- [1 Crore]: [1154, 1292, 1399, 1307]
market-item-value: 260 - 490: [152, 190, 213, 205]
vjnl-cell: ಕೇಳಲಾದ ಟೆಂಡರ್ ಪ್ರಕಟಣೆ ಸಂಖ್ಯೆ ಹಾಗೂ ದಿನಾಂಕ: [614, 2028, 829, 2061]
kolar-notice2: (ಇ-ಪ್ರೊಕ್ಯೂರ್‌ಮೆಂಟ್ ಪೋರ್ಟಲ್ ಮೂಲಕ ಮಾತ್ರ): [52, 1866, 387, 1886]
market-row: [46, 282, 216, 297]
pilikula-item: Supply of gingely seeds for oil Ghana.: [809, 716, 1050, 735]
kolar-notice1: ಅಲ್ಪಾವಧಿ ಮರು ಟೆಂಡರ್ ಪ್ರಕಟಣೆ: [106, 1843, 333, 1863]
pilikula-body2: ಅರ್ಜಿ ನೀಡುವ ದಿನಾಂಕ: 06.09.2025 ರಿಂದ 12.09.2025 ಸಂಜೆ 3.30 ಗಂಟೆಯವರೆಗೆ. ದರಪಟ್ಟಿ ಸಲ್ಲಿಸಲು ಕೊನೆಯ ದಿನಾಂಕ: 12.09.2025 ಸಂಜೆ 5.00 ಗಂಟೆ. ತೆರೆಯುವ ದಿನಾಂಕ: 15.09.2025 11.00 A.M.: [780, 869, 1130, 911]
tumakuru-title: ಕಾರ್ಯಪಾಲಕ ಇಂಜಿನಿಯರ್‌ರವರ ಕಛೇರಿ, ಲೋಕೋಪಯೋಗಿ ಇಲಾಖೆ, ತುಮಕೂರು.: [796, 1030, 1114, 1064]
table-row: [781, 716, 1130, 735]
ayur-title: ಶ್ರೀ ಅಜ್ಜಾ ಆಯುರ್ವೇದ ಮಹಾವಿದ್ಯಾಲಯ ವೈದ್ಯಕೀಯ ಮಹಾವಿದ್ಯಾಲಯ ಮತ್ತು ಸಂಶೋಧನಾ ಸಂಸ್ಥೆ, ಬೆಂಗಳೂರು: [74, 1465, 365, 1494]
pepper-table: [46, 410, 216, 425]
market-box: [45, 131, 217, 509]
kottur-notice-title: ಅಲ್ಪಾವಧಿ ಟೆಂಡರ್ ಅಧಿಸೂಚನೆ (ಇ-ಪ್ರೊಕ್ಯೂರ್‌ಮೆಂಟ್ ಮೂಲಕ): [780, 211, 1130, 230]
lottery-results: [1147, 1236, 1508, 2357]
page-number: ೦೮: [280, 84, 315, 121]
pilikula-sl: 1: [781, 615, 809, 649]
emblem-icon: [54, 66, 88, 100]
market-item-name: ಹಳೆ ಕೊಕ್ಕೊ: [48, 357, 94, 372]
moodbidri-place: ಸ್ಥಳ: ಮೂಡಬಿದರಿ: [412, 542, 480, 557]
coop-court-notice: [224, 131, 395, 1098]
pilikula-item: Rented base of table, chair, shamiyana, sound systems, generator etc.: [809, 649, 1050, 683]
tumakuru-sign: ಸಹಿ/- ಕಾರ್ಯಪಾಲಕ ಇಂಜಿನಿಯರ್, ಲೋಕೋಪಯೋಗಿ ಇಲಾಖೆ, ತುಮಕೂರು.: [878, 1224, 1130, 1236]
table-row: [412, 2061, 1130, 2095]
wenlock-body: ವೆನ್‌ಲಾಕ್ ಜಿಲ್ಲಾ ಆಸ್ಪತ್ರೆ, ಮಂಗಳೂರು, ಇಲ್ಲಿನ Eye OPD ವಿಭಾಗದ ಉಪಕರಣಗಳಿಗೆ ಒಂದು ವರ್ಷದ ಅವಧಿಗೆ ಟೆಂಡರ್ ಆಹ್ವಾನಿಸಲಾಗಿದೆ. ಟೆಂಡರ್ ಸಲ್ಲಿಸಲು ಕೊನೆಯ ದಿನಾಂಕ: 17.09.2025 (ಮಧ್ಯಾಹ್ನ 4.30 ಗಂಟೆಯವರೆಗೆ ಮಾತ್ರ). ಹೆಚ್ಚಿನ ಮಾಹಿತಿಗಾಗಿ ವೆಬ್‌ಸೈಟ್ kppp.karnataka.gov.in ನ್ನು ಸಂಪರ್ಕಿಸಬಹುದು.: [412, 216, 756, 271]
pilikula-item: Re-construction of laterite compound wall, providing and fixing galvolume sheet at buggy parking area.: [809, 769, 1050, 817]
hosapete-ref: ಕ್ರಮಸಂಖ್ಯೆ/ನಸಹೊ/ಟಿ.ವಿಭಾಗ/ಅಮೃತ್ 2.0/ಟೆಂ.ಬು/2025-26: [412, 751, 630, 763]
vjnl-office: ಕಾರ್ಯಪಾಲಕ ಇಂಜಿನಿಯರ್ ರವರ ಕಛೇರಿ, ವಿಜನಿನಿ, ಎತ್ತಿನಹೊಳೆ ಯೋಜನಾ ವಿಭಾಗ ನಂ.1, ಸಕಲೇಶಪುರ, ಹಾಸನ ಜಿಲ್ಲೆ. ದೂರವಾಣಿ ಸಂಖ್ಯೆ:08173–244454: [418, 1885, 1124, 1901]
court-sign1: Sd/- Chief Ministerial Officer: [69, 919, 193, 946]
pilikula-rate: As per notification: [1051, 615, 1130, 649]
kmf-title: ಕೆ.ಎಂ.ಎಫ್ ಕರ್ನಾಟಕ ಸಹಕಾರ ಹಾಲು ಉತ್ಪಾದಕರ ಮಹಾಮಂಡಳ ನಿಯಮಿತ: [412, 1101, 716, 1116]
market-row: [46, 190, 216, 206]
table-row: [412, 1264, 756, 1297]
citizen-title: ಸಿಟಿಜನ್ ಕ್ಯಾಪಿಟಲ್ ಸೌಹಾರ್ದ ಕೋ - ಆಪರೇಟಿವ್ ಸೊಸೈಟಿ ಲಿ.: [56, 1121, 383, 1163]
kmf-tender-no: (KMF/2025-26/IND1442): [541, 1175, 706, 1195]
vjnl-cell: 01 ರಿಂದ 25: [440, 2061, 614, 2095]
kmf-col-header: EMD in Rs.: [689, 1230, 756, 1264]
ballari-notice: [1147, 131, 1508, 745]
kolar-title: ಹಿರಿಯ ಸಹಾಯಕ ತೋಟಗಾರಿಕೆ ನಿರ್ದೇಶಕರ ಕಛೇರಿ, ಜಲಾನಯನ ಅಭಿವೃದ್ಧಿ ಇಲಾಖೆ, ಕೋಲಾರ: [61, 1780, 378, 1813]
